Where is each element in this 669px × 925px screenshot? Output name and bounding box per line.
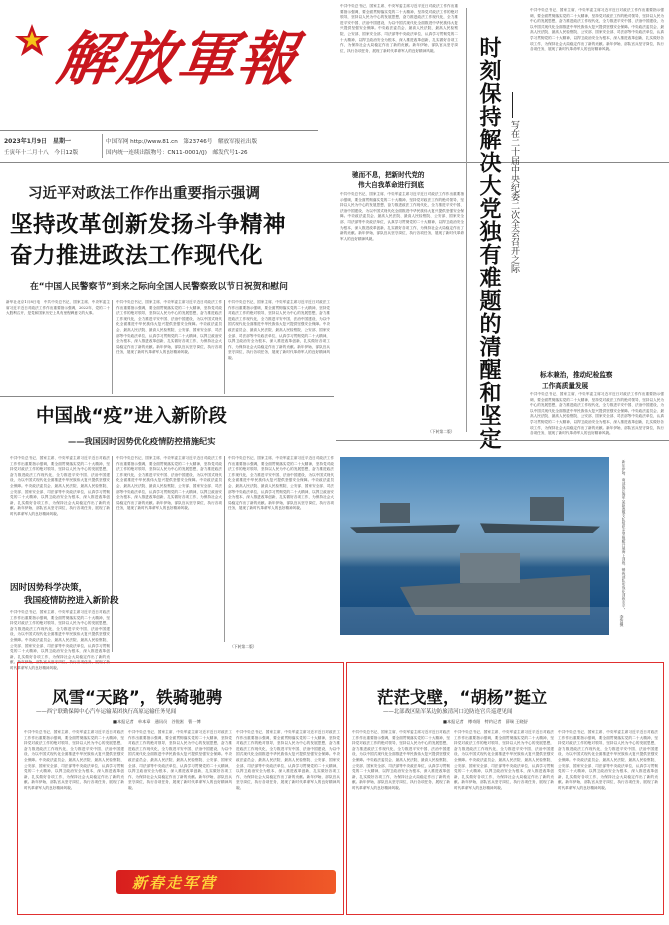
covid-body-col-2: 中共中央总书记、国家主席、中央军委主席习近平近日对政法工作作出重要指示强调，要全面贯彻落实党的二十大精神，坚持党对政法工作的绝对领导，坚持以人民为中心的发展思想，奋力推进政法工作现代化，全力推进平安中国、法治中国建设，为以中国式现代化全面推进中华民族伟大复兴提供坚强安全保障。中央政法委员会、最高人民法院、最高人民检察院、公安部、国家安全部、司法部等中央政法单位，认真学习贯彻党的二十大精神，以捍卫政治安全为根本，深入推进改革创新，扎实做好各项工作，为保持社会大局稳定作出了新的贡献。新年伊始，部队官兵坚守岗位，执行各项任务，展现了新时代革命军人的良好精神风貌。	[112, 456, 222, 652]
photo-caption: 新年伊始，南部战区海军某驱逐舰支队组织多型舰艇开展海上训练，锤炼部队实战化训练水平。	[622, 460, 626, 612]
masthead-rule	[0, 130, 318, 131]
newspaper-logo: 解放軍報	[53, 25, 303, 93]
vertical-feature-subtitle: 写在二十届中央纪委二次全会召开之际	[509, 120, 519, 273]
lead-subtitle: 在“中国人民警察节”到来之际向全国人民警察致以节日祝贺和慰问	[30, 282, 288, 292]
army-star-emblem-icon	[12, 22, 52, 60]
feature-left-byline: ■本报记者 单本章 通讯员 谷锐淞 曹一博	[113, 719, 201, 724]
ship-foreground-bridge	[460, 553, 520, 583]
feature-right-col-2: 中共中央总书记、国家主席、中央军委主席习近平近日对政法工作作出重要指示强调，要全面贯彻落实党的二十大精神，坚持党对政法工作的绝对领导，坚持以人民为中心的发展思想，奋力推进政法工作现代化，全力推进平安中国、法治中国建设，为以中国式现代化全面推进中华民族伟大复兴提供坚强安全保障。中央政法委员会、最高人民法院、最高人民检察院、公安部、国家安全部、司法部等中央政法单位，认真学习贯彻党的二十大精神，以捍卫政治安全为根本，深入推进改革创新，扎实做好各项工作，为保持社会大局稳定作出了新的贡献。新年伊始，部队官兵坚守岗位，执行各项任务，展现了新时代革命军人的良好精神风貌。	[454, 730, 554, 790]
side-article-heading-2: 工作高质量发展	[542, 382, 589, 390]
covid-small-heading-1: 因时因势科学决策，	[10, 583, 88, 593]
ship-superstructure-left	[380, 503, 410, 523]
feature-left-col-1: 中共中央总书记、国家主席、中央军委主席习近平近日对政法工作作出重要指示强调，要全面贯彻落实党的二十大精神，坚持党对政法工作的绝对领导，坚持以人民为中心的发展思想，奋力推进政法工作现代化，全力推进平安中国、法治中国建设，为以中国式现代化全面推进中华民族伟大复兴提供坚强安全保障。中央政法委员会、最高人民法院、最高人民检察院、公安部、国家安全部、司法部等中央政法单位，认真学习贯彻党的二十大精神，以捍卫政治安全为根本，深入推进改革创新，扎实做好各项工作，为保持社会大局稳定作出了新的贡献。新年伊始，部队官兵坚守岗位，执行各项任务，展现了新时代革命军人的良好精神风貌。	[24, 730, 124, 790]
lead-title-line-1: 坚持改革创新发扬斗争精神	[10, 212, 287, 238]
lead-kicker: 习近平对政法工作作出重要指示强调	[28, 186, 260, 202]
feature-right-byline: ■本报记者 傅奇阳 特约记者 薛瑞 王晓舒	[443, 719, 528, 724]
column-rule	[466, 8, 467, 432]
feature-left-title: 风雪“天路”，铁骑驰骋	[52, 688, 223, 707]
feature-left-subtitle: ——西宁联勤保障中心汽车运输某团执行高原运输任务见闻	[36, 709, 177, 715]
feature-right-col-1: 中共中央总书记、国家主席、中央军委主席习近平近日对政法工作作出重要指示强调，要全面贯彻落实党的二十大精神，坚持党对政法工作的绝对领导，坚持以人民为中心的发展思想，奋力推进政法工作现代化，全力推进平安中国、法治中国建设，为以中国式现代化全面推进中华民族伟大复兴提供坚强安全保障。中央政法委员会、最高人民法院、最高人民检察院、公安部、国家安全部、司法部等中央政法单位，认真学习贯彻党的二十大精神，以捍卫政治安全为根本，深入推进改革创新，扎实做好各项工作，为保持社会大局稳定作出了新的贡献。新年伊始，部队官兵坚守岗位，执行各项任务，展现了新时代革命军人的良好精神风貌。	[352, 730, 450, 790]
lead-title-line-2: 奋力推进政法工作现代化	[10, 243, 264, 269]
covid-body-col-3: 中共中央总书记、国家主席、中央军委主席习近平近日对政法工作作出重要指示强调，要全面贯彻落实党的二十大精神，坚持党对政法工作的绝对领导，坚持以人民为中心的发展思想，奋力推进政法工作现代化，全力推进平安中国、法治中国建设，为以中国式现代化全面推进中华民族伟大复兴提供坚强安全保障。中央政法委员会、最高人民法院、最高人民检察院、公安部、国家安全部、司法部等中央政法单位，认真学习贯彻党的二十大精神，以捍卫政治安全为根本，深入推进改革创新，扎实做好各项工作，为保持社会大局稳定作出了新的贡献。新年伊始，部队官兵坚守岗位，执行各项任务，展现了新时代革命军人的良好精神风貌。	[224, 456, 334, 642]
middle-top-text: 中共中央总书记、国家主席、中央军委主席习近平近日对政法工作作出重要指示强调，要全面贯彻落实党的二十大精神，坚持党对政法工作的绝对领导，坚持以人民为中心的发展思想，奋力推进政法工作现代化，全力推进平安中国、法治中国建设，为以中国式现代化全面推进中华民族伟大复兴提供坚强安全保障。中央政法委员会、最高人民法院、最高人民检察院、公安部、国家安全部、司法部等中央政法单位，认真学习贯彻党的二十大精神，以捍卫政治安全为根本，深入推进改革创新，扎实做好各项工作，为保持社会大局稳定作出了新的贡献。新年伊始，部队官兵坚守岗位，执行各项任务，展现了新时代革命军人的良好精神风貌。	[340, 4, 458, 53]
covid-subtitle: ——我国因时因势优化疫情防控措施纪实	[68, 436, 216, 446]
masthead-meta-1: 中国军网 http://www.81.cn 第23746号 解放军报社出版	[106, 139, 258, 145]
covid-body-col-1b: 中共中央总书记、国家主席、中央军委主席习近平近日对政法工作作出重要指示强调，要全面贯彻落实党的二十大精神，坚持党对政法工作的绝对领导，坚持以人民为中心的发展思想，奋力推进政法工作现代化，全力推进平安中国、法治中国建设，为以中国式现代化全面推进中华民族伟大复兴提供坚强安全保障。中央政法委员会、最高人民法院、最高人民检察院、公安部、国家安全部、司法部等中央政法单位，认真学习贯彻党的二十大精神，以捍卫政治安全为根本，深入推进改革创新，扎实做好各项工作，为保持社会大局稳定作出了新的贡献。新年伊始，部队官兵坚守岗位，执行各项任务，展现了新时代革命军人的良好精神风貌。	[10, 610, 110, 670]
side-article-heading-1: 标本兼治，推动纪检监察	[540, 371, 613, 379]
feature-right-title: 茫茫戈壁，“胡杨”挺立	[377, 688, 548, 707]
feature-right-col-3: 中共中央总书记、国家主席、中央军委主席习近平近日对政法工作作出重要指示强调，要全面贯彻落实党的二十大精神，坚持党对政法工作的绝对领导，坚持以人民为中心的发展思想，奋力推进政法工作现代化，全力推进平安中国、法治中国建设，为以中国式现代化全面推进中华民族伟大复兴提供坚强安全保障。中央政法委员会、最高人民法院、最高人民检察院、公安部、国家安全部、司法部等中央政法单位，认真学习贯彻党的二十大精神，以捍卫政治安全为根本，深入推进改革创新，扎实做好各项工作，为保持社会大局稳定作出了新的贡献。新年伊始，部队官兵坚守岗位，执行各项任务，展现了新时代革命军人的良好精神风貌。	[558, 730, 658, 790]
lead-body-col-3: 中共中央总书记、国家主席、中央军委主席习近平近日对政法工作作出重要指示强调，要全面贯彻落实党的二十大精神，坚持党对政法工作的绝对领导，坚持以人民为中心的发展思想，奋力推进政法工作现代化，全力推进平安中国、法治中国建设，为以中国式现代化全面推进中华民族伟大复兴提供坚强安全保障。中央政法委员会、最高人民法院、最高人民检察院、公安部、国家安全部、司法部等中央政法单位，认真学习贯彻党的二十大精神，以捍卫政治安全为根本，深入推进改革创新，扎实做好各项工作，为保持社会大局稳定作出了新的贡献。新年伊始，部队官兵坚守岗位，执行各项任务，展现了新时代革命军人的良好精神风貌。	[224, 300, 330, 394]
middle-article-heading-1: 驰而不息，把新时代党的	[352, 171, 425, 179]
vertical-subtitle-dash	[512, 92, 513, 118]
masthead-divider	[102, 134, 103, 158]
side-article-body: 中共中央总书记、国家主席、中央军委主席习近平近日对政法工作作出重要指示强调，要全面贯彻落实党的二十大精神，坚持党对政法工作的绝对领导，坚持以人民为中心的发展思想，奋力推进政法工作现代化，全力推进平安中国、法治中国建设，为以中国式现代化全面推进中华民族伟大复兴提供坚强安全保障。中央政法委员会、最高人民法院、最高人民检察院、公安部、国家安全部、司法部等中央政法单位，认真学习贯彻党的二十大精神，以捍卫政治安全为根本，深入推进改革创新，扎实做好各项工作，为保持社会大局稳定作出了新的贡献。新年伊始，部队官兵坚守岗位，执行各项任务，展现了新时代革命军人的良好精神风貌。	[530, 392, 664, 436]
covid-next-page-note: （下转第二版）	[230, 644, 257, 649]
vertical-feature-title: 时刻保持解决大党独有难题的清醒和坚定	[476, 36, 501, 450]
navy-training-photo	[340, 457, 609, 635]
masthead-meta-2: 国内统一连续出版物号：CN11-0001/(J) 邮发代号1-26	[106, 150, 248, 156]
new-year-banner-text: 新春走军营	[132, 874, 218, 892]
feature-left-col-2: 中共中央总书记、国家主席、中央军委主席习近平近日对政法工作作出重要指示强调，要全面贯彻落实党的二十大精神，坚持党对政法工作的绝对领导，坚持以人民为中心的发展思想，奋力推进政法工作现代化，全力推进平安中国、法治中国建设，为以中国式现代化全面推进中华民族伟大复兴提供坚强安全保障。中央政法委员会、最高人民法院、最高人民检察院、公安部、国家安全部、司法部等中央政法单位，认真学习贯彻党的二十大精神，以捍卫政治安全为根本，深入推进改革创新，扎实做好各项工作，为保持社会大局稳定作出了新的贡献。新年伊始，部队官兵坚守岗位，执行各项任务，展现了新时代革命军人的良好精神风貌。	[128, 730, 232, 790]
lead-body-col-2: 中共中央总书记、国家主席、中央军委主席习近平近日对政法工作作出重要指示强调，要全面贯彻落实党的二十大精神，坚持党对政法工作的绝对领导，坚持以人民为中心的发展思想，奋力推进政法工作现代化，全力推进平安中国、法治中国建设，为以中国式现代化全面推进中华民族伟大复兴提供坚强安全保障。中央政法委员会、最高人民法院、最高人民检察院、公安部、国家安全部、司法部等中央政法单位，认真学习贯彻党的二十大精神，以捍卫政治安全为根本，深入推进改革创新，扎实做好各项工作，为保持社会大局稳定作出了新的贡献。新年伊始，部队官兵坚守岗位，执行各项任务，展现了新时代革命军人的良好精神风貌。	[112, 300, 222, 394]
middle-next-page-note: （下转第二版）	[428, 429, 455, 434]
issue-date: 2023年1月9日 星期一	[4, 138, 72, 145]
covid-small-heading-2: 我国疫情防控进入新阶段	[24, 596, 119, 606]
feature-left-col-3: 中共中央总书记、国家主席、中央军委主席习近平近日对政法工作作出重要指示强调，要全面贯彻落实党的二十大精神，坚持党对政法工作的绝对领导，坚持以人民为中心的发展思想，奋力推进政法工作现代化，全力推进平安中国、法治中国建设，为以中国式现代化全面推进中华民族伟大复兴提供坚强安全保障。中央政法委员会、最高人民法院、最高人民检察院、公安部、国家安全部、司法部等中央政法单位，认真学习贯彻党的二十大精神，以捍卫政治安全为根本，深入推进改革创新，扎实做好各项工作，为保持社会大局稳定作出了新的贡献。新年伊始，部队官兵坚守岗位，执行各项任务，展现了新时代革命军人的良好精神风貌。	[236, 730, 340, 790]
ship-superstructure-right	[530, 497, 564, 521]
wake-foam	[340, 607, 609, 635]
middle-article-body: 中共中央总书记、国家主席、中央军委主席习近平近日对政法工作作出重要指示强调，要全面贯彻落实党的二十大精神，坚持党对政法工作的绝对领导，坚持以人民为中心的发展思想，奋力推进政法工作现代化，全力推进平安中国、法治中国建设，为以中国式现代化全面推进中华民族伟大复兴提供坚强安全保障。中央政法委员会、最高人民法院、最高人民检察院、公安部、国家安全部、司法部等中央政法单位，认真学习贯彻党的二十大精神，以捍卫政治安全为根本，深入推进改革创新，扎实做好各项工作，为保持社会大局稳定作出了新的贡献。新年伊始，部队官兵坚守岗位，执行各项任务，展现了新时代革命军人的良好精神风貌。	[340, 192, 464, 241]
lead-bottom-rule	[0, 396, 334, 397]
middle-article-heading-2: 伟大自我革命进行到底	[358, 181, 424, 189]
covid-title: 中国战“疫”进入新阶段	[36, 406, 227, 427]
lead-body-col-1: 新华社北京1月8日电 中共中央总书记、国家主席、中央军委主席习近平近日对政法工作作出重要指示强调，2022年，党的二十大胜利召开，是党和国家历史上具有里程碑意义的大事。	[6, 300, 110, 316]
covid-body-col-1: 中共中央总书记、国家主席、中央军委主席习近平近日对政法工作作出重要指示强调，要全面贯彻落实党的二十大精神，坚持党对政法工作的绝对领导，坚持以人民为中心的发展思想，奋力推进政法工作现代化，全力推进平安中国、法治中国建设，为以中国式现代化全面推进中华民族伟大复兴提供坚强安全保障。中央政法委员会、最高人民法院、最高人民检察院、公安部、国家安全部、司法部等中央政法单位，认真学习贯彻党的二十大精神，以捍卫政治安全为根本，深入推进改革创新，扎实做好各项工作，为保持社会大局稳定作出了新的贡献。新年伊始，部队官兵坚守岗位，执行各项任务，展现了新时代革命军人的良好精神风貌。	[10, 456, 110, 516]
lunar-date: 壬寅年十二月十八 今日12版	[4, 150, 79, 156]
right-column-body: 中共中央总书记、国家主席、中央军委主席习近平近日对政法工作作出重要指示强调，要全面贯彻落实党的二十大精神，坚持党对政法工作的绝对领导，坚持以人民为中心的发展思想，奋力推进政法工作现代化，全力推进平安中国、法治中国建设，为以中国式现代化全面推进中华民族伟大复兴提供坚强安全保障。中央政法委员会、最高人民法院、最高人民检察院、公安部、国家安全部、司法部等中央政法单位，认真学习贯彻党的二十大精神，以捍卫政治安全为根本，深入推进改革创新，扎实做好各项工作，为保持社会大局稳定作出了新的贡献。新年伊始，部队官兵坚守岗位，执行各项任务，展现了新时代革命军人的良好精神风貌。	[530, 8, 664, 52]
masthead	[0, 0, 318, 160]
photo-credit: 李智摄	[620, 615, 625, 627]
feature-right-subtitle: ——北部战区陆军某边防旅清河口边防连官兵巡逻见闻	[383, 709, 513, 715]
right-section-rule	[336, 440, 669, 441]
